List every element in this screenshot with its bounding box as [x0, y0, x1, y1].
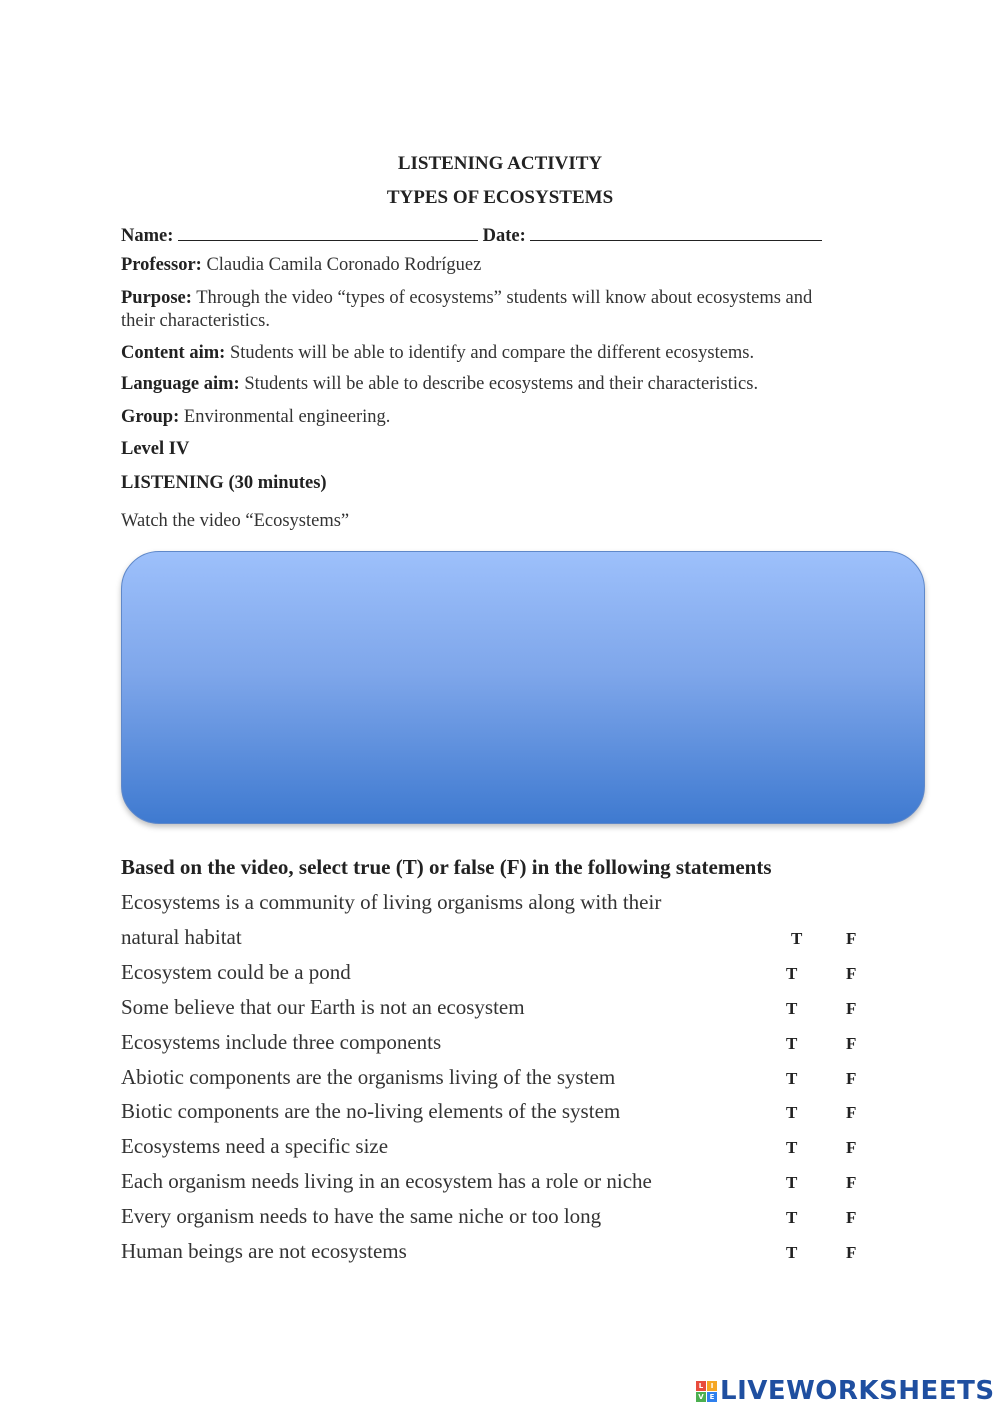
professor-row: [121, 255, 481, 276]
statement-text: Each organism needs living in an ecosystem has a role or niche: [121, 1169, 652, 1193]
false-option[interactable]: F: [846, 1103, 857, 1122]
watch-instruction: Watch the video “Ecosystems”: [121, 511, 350, 531]
professor-value: Claudia Camila Coronado Rodríguez: [201, 255, 482, 275]
content-aim-label: Content aim:: [121, 343, 226, 363]
true-option[interactable]: T: [786, 964, 798, 983]
group-label: Group:: [121, 407, 180, 427]
true-option[interactable]: T: [791, 929, 803, 948]
language-aim-row: [121, 374, 758, 395]
listening-heading: LISTENING (30 minutes): [121, 473, 327, 493]
statement-text: Ecosystems include three components: [121, 1030, 442, 1054]
content-aim-row: [121, 343, 754, 364]
true-option[interactable]: T: [786, 999, 798, 1018]
logo-mark-letter: E: [707, 1392, 717, 1402]
statement-text: Abiotic components are the organisms living of the system: [121, 1065, 616, 1089]
purpose-label: Purpose:: [121, 288, 192, 308]
true-option[interactable]: T: [786, 1103, 798, 1122]
statement-text: Human beings are not ecosystems: [121, 1239, 407, 1263]
group-row: [121, 407, 390, 428]
name-date-row: [121, 222, 822, 247]
true-option[interactable]: T: [786, 1034, 798, 1053]
false-option[interactable]: F: [846, 999, 857, 1018]
purpose-row: [121, 288, 812, 309]
worksheet-subtitle: TYPES OF ECOSYSTEMS: [386, 187, 614, 208]
statement-text: Ecosystems need a specific size: [121, 1134, 389, 1158]
logo-mark-letter: I: [707, 1381, 717, 1391]
professor-label: Professor:: [121, 255, 202, 275]
false-option[interactable]: F: [846, 964, 857, 983]
language-aim-value: Students will be able to describe ecosystems and their characteristics.: [239, 374, 759, 394]
statement-text: Some believe that our Earth is not an ecosystem: [121, 995, 525, 1019]
logo-text: LIVEWORKSHEETS: [720, 1376, 995, 1406]
logo-mark-letter: L: [696, 1381, 706, 1391]
true-option[interactable]: T: [786, 1208, 798, 1227]
content-aim-value: Students will be able to identify and compare the different ecosystems.: [225, 343, 755, 363]
language-aim-label: Language aim:: [121, 374, 240, 394]
false-option[interactable]: F: [846, 1138, 857, 1157]
true-option[interactable]: T: [786, 1138, 798, 1157]
logo-mark-letter: V: [696, 1392, 706, 1402]
false-option[interactable]: F: [846, 1208, 857, 1227]
statement-1-line1: Ecosystems is a community of living organisms along with their: [121, 890, 662, 914]
name-label: Name:: [121, 226, 174, 246]
quiz-instruction: Based on the video, select true (T) or false (F) in the following statements: [121, 855, 772, 879]
false-option[interactable]: F: [846, 1069, 857, 1088]
logo-mark-icon: [696, 1381, 717, 1402]
purpose-value: Through the video “types of ecosystems” students will know about ecosystems and: [191, 288, 813, 308]
liveworksheets-logo: [696, 1376, 995, 1406]
false-option[interactable]: F: [846, 1243, 857, 1262]
false-option[interactable]: F: [846, 1034, 857, 1053]
statement-text: Every organism needs to have the same niche or too long: [121, 1204, 602, 1228]
name-field[interactable]: [178, 222, 478, 241]
true-option[interactable]: T: [786, 1243, 798, 1262]
purpose-continuation: their characteristics.: [121, 311, 270, 331]
statement-text: Biotic components are the no-living elements of the system: [121, 1099, 621, 1123]
true-option[interactable]: T: [786, 1173, 798, 1192]
false-option[interactable]: F: [846, 1173, 857, 1192]
worksheet-title: LISTENING ACTIVITY: [397, 153, 603, 174]
statement-text: Ecosystem could be a pond: [121, 960, 351, 984]
group-value: Environmental engineering.: [179, 407, 391, 427]
date-label: Date:: [482, 226, 526, 246]
date-field[interactable]: [530, 222, 822, 241]
statement-text: natural habitat: [121, 925, 242, 949]
video-player[interactable]: [121, 551, 925, 824]
true-option[interactable]: T: [786, 1069, 798, 1088]
false-option[interactable]: F: [846, 929, 857, 948]
level-label: Level IV: [121, 439, 190, 459]
